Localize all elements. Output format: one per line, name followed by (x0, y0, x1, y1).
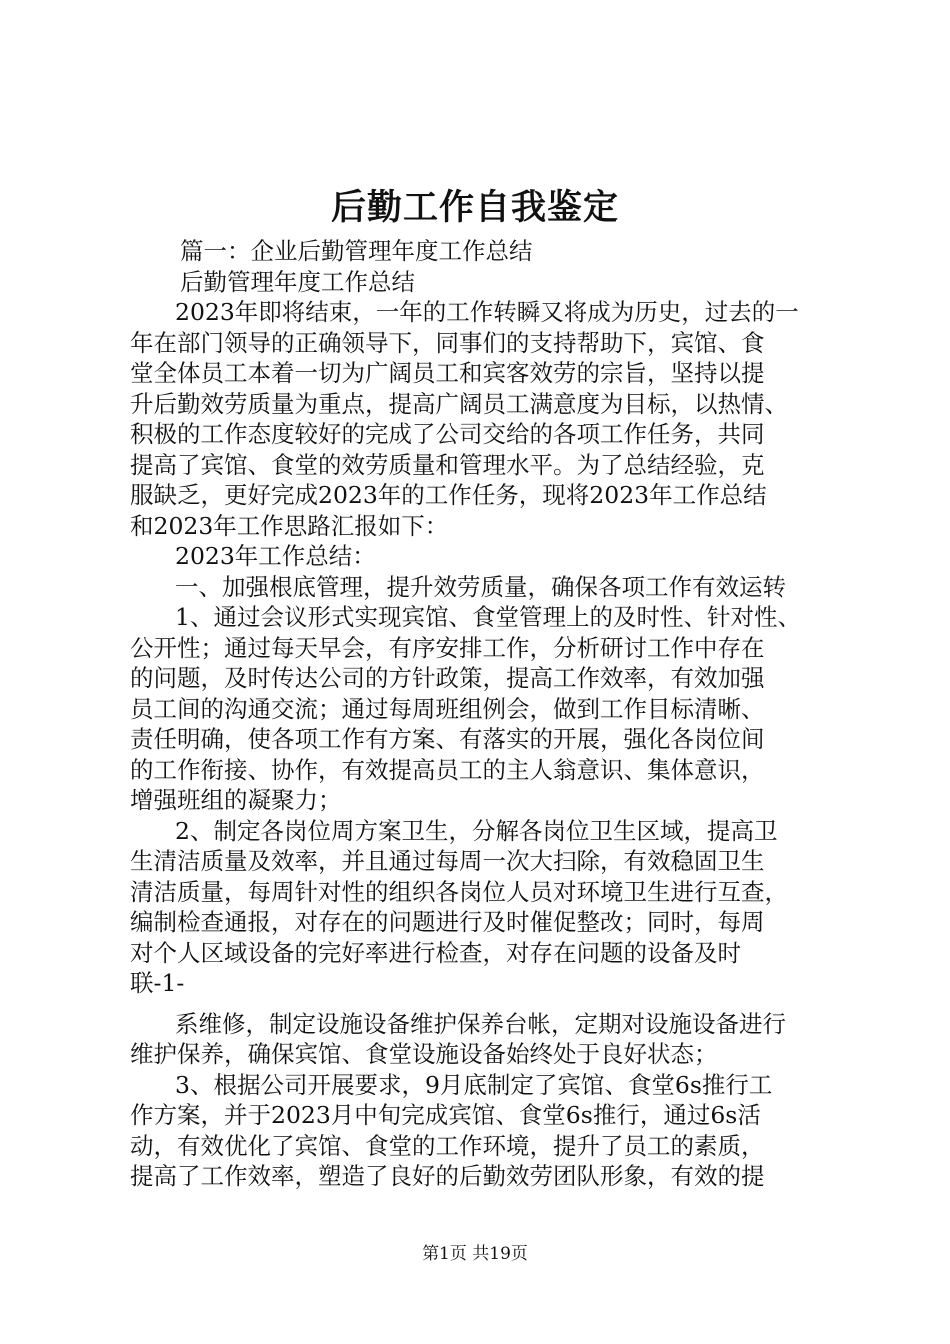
paragraph-line: 联-1- (130, 969, 185, 997)
paragraph-line: 生清洁质量及效率，并且通过每周一次大扫除，有效稳固卫生 (130, 847, 765, 875)
paragraph-line: 1、通过会议形式实现宾馆、食堂管理上的及时性、针对性、 (175, 603, 801, 631)
paragraph-line: 增强班组的凝聚力； (130, 786, 342, 814)
paragraph-line: 2023年即将结束，一年的工作转瞬又将成为历史，过去的一 (175, 298, 799, 326)
paragraph-line: 3、根据公司开展要求，9月底制定了宾馆、食堂6s推行工 (175, 1070, 773, 1099)
section-heading: 一、加强根底管理，提升效劳质量，确保各项工作有效运转 (175, 572, 786, 601)
paragraph-line: 提高了工作效率，塑造了良好的后勤效劳团队形象，有效的提 (130, 1162, 765, 1190)
paragraph-line: 和2023年工作思路汇报如下： (130, 511, 449, 540)
page-footer: 第1页 共19页 (422, 1244, 528, 1264)
section-heading: 篇一：企业后勤管理年度工作总结 (180, 237, 533, 265)
paragraph-line: 编制检查通报，对存在的问题进行及时催促整改；同时，每周 (130, 908, 765, 936)
paragraph-line: 堂全体员工本着一切为广阔员工和宾客效劳的宗旨，坚持以提 (130, 359, 765, 387)
summary-heading: 2023年工作总结： (175, 542, 376, 570)
paragraph-line: 维护保养，确保宾馆、食堂设施设备始终处于良好状态； (130, 1040, 718, 1068)
paragraph-line: 升后勤效劳质量为重点，提高广阔员工满意度为目标，以热情、 (130, 389, 788, 418)
document-title: 后勤工作自我鉴定 (330, 187, 619, 228)
paragraph-line: 服缺乏，更好完成2023年的工作任务，现将2023年工作总结 (130, 481, 767, 509)
paragraph-line: 动，有效优化了宾馆、食堂的工作环境，提升了员工的素质， (130, 1131, 765, 1160)
document-body (130, 236, 835, 1192)
paragraph-line: 2、制定各岗位周方案卫生，分解各岗位卫生区域，提高卫 (175, 816, 778, 845)
page-break-gap (130, 999, 835, 1009)
paragraph-line: 清洁质量，每周针对性的组织各岗位人员对环境卫生进行互查， (130, 877, 788, 906)
paragraph-line: 系维修，制定设施设备维护保养台帐，定期对设施设备进行 (175, 1009, 786, 1038)
paragraph-line: 对个人区域设备的完好率进行检查，对存在问题的设备及时 (130, 938, 741, 967)
paragraph-line: 的问题，及时传达公司的方针政策，提高工作效率，有效加强 (130, 664, 765, 692)
paragraph-line: 年在部门领导的正确领导下，同事们的支持帮助下，宾馆、食 (130, 328, 765, 357)
paragraph-line: 积极的工作态度较好的完成了公司交给的各项工作任务，共同 (130, 420, 765, 448)
paragraph-line: 员工间的沟通交流；通过每周班组例会，做到工作目标清晰、 (130, 694, 765, 723)
paragraph-line: 的工作衔接、协作，有效提高员工的主人翁意识、集体意识， (130, 755, 765, 784)
paragraph-line: 公开性；通过每天早会，有序安排工作，分析研讨工作中存在 (130, 633, 765, 662)
paragraph-line: 责任明确，使各项工作有方案、有落实的开展，强化各岗位间 (130, 725, 765, 753)
subtitle: 后勤管理年度工作总结 (180, 267, 415, 296)
paragraph-line: 作方案，并于2023月中旬完成宾馆、食堂6s推行，通过6s活 (130, 1101, 761, 1129)
paragraph-line: 提高了宾馆、食堂的效劳质量和管理水平。为了总结经验，克 (130, 450, 765, 479)
